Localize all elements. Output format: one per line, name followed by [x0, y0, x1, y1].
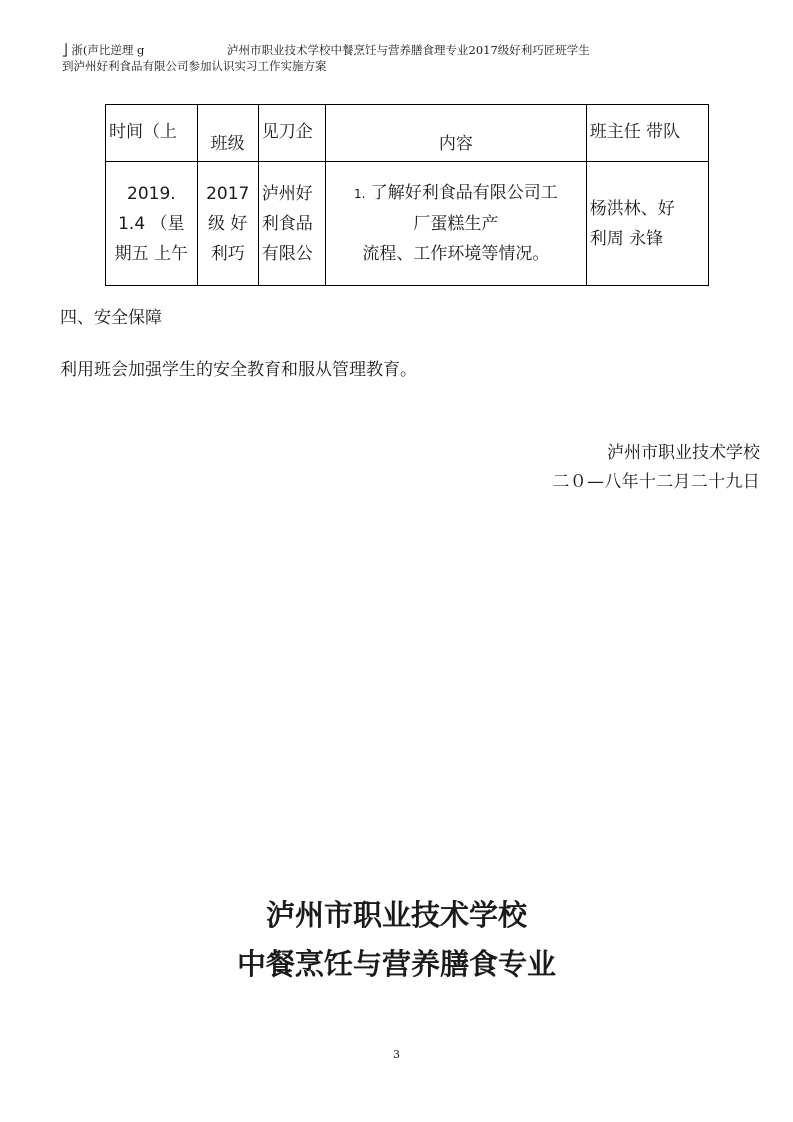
- header-cell-enterprise: 见刀企: [258, 105, 325, 162]
- enterprise-line: 有限公: [261, 243, 313, 264]
- teacher-line: 杨洪林、好: [589, 198, 675, 219]
- class-line: 2017: [206, 183, 250, 204]
- internship-schedule-table: [105, 104, 709, 286]
- time-line: 2019.: [127, 183, 176, 204]
- time-line: 期五 上午: [114, 243, 189, 264]
- header-cell-teacher: 班主任 带队: [586, 105, 708, 162]
- enterprise-line: 泸州好: [261, 183, 313, 204]
- content-text: 了解好利食品有限公司工: [370, 183, 558, 204]
- cell-time: [106, 162, 198, 286]
- content-item-number: 1.: [353, 187, 366, 202]
- cell-class: [197, 162, 258, 286]
- enterprise-line: 利食品: [261, 213, 313, 234]
- class-line: 利巧: [210, 243, 245, 264]
- header-left-text: ⎦ 浙(声比逆理 g: [62, 43, 145, 57]
- cell-teacher: [586, 162, 708, 286]
- page-header-line-1: [62, 43, 590, 57]
- cell-enterprise: [258, 162, 325, 286]
- signature-date: 二０—八年十二月二十九日: [552, 472, 760, 492]
- signature-school: 泸州市职业技术学校: [607, 443, 760, 463]
- time-line: 1.4 （星: [118, 213, 185, 234]
- teacher-line: 利周 永锋: [589, 228, 664, 249]
- class-line: 级 好: [208, 213, 248, 234]
- table-header-row: [106, 105, 709, 162]
- header-cell-class: 班级: [197, 105, 258, 162]
- content-line: 流程、工作环境等情况。: [362, 244, 550, 265]
- page-number: 3: [393, 1048, 400, 1061]
- footer-title-major: 中餐烹饪与营养膳食专业: [236, 947, 556, 981]
- content-line: 厂蛋糕生产: [413, 214, 499, 235]
- footer-title-school: 泸州市职业技术学校: [265, 898, 527, 932]
- header-cell-content: 内容: [326, 105, 587, 162]
- section-body-text: 利用班会加强学生的安全教育和服从管理教育。: [60, 360, 417, 380]
- table-row: [106, 162, 709, 286]
- page-header-line-2: 到泸州好利食品有限公司参加认识实习工作实施方案: [62, 59, 327, 73]
- content-line: [329, 178, 583, 209]
- header-cell-time: 时间（上: [106, 105, 198, 162]
- section-heading: 四、安全保障: [60, 308, 162, 328]
- cell-content: [326, 162, 587, 286]
- header-title-text: 泸州市职业技术学校中餐烹饪与营养膳食理专业2017级好利巧匠班学生: [227, 43, 590, 57]
